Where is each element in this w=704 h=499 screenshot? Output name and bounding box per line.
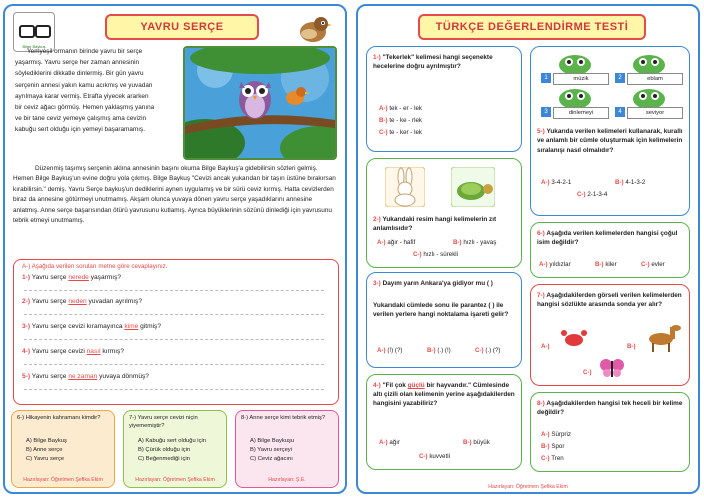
option: B) Yavru serçeyi bbox=[250, 447, 292, 453]
option: A) Bilge Baykuş bbox=[26, 438, 67, 444]
story-line: söylediklerini dikkatle dinlermiş. Bir gün yavru bbox=[15, 70, 144, 78]
option-b: B-) kiler bbox=[595, 261, 617, 268]
option-a: A-) tek - er - lek bbox=[379, 105, 422, 112]
owl-icon bbox=[541, 53, 609, 75]
option-b: B-) bbox=[627, 343, 636, 350]
story-paragraph-1 bbox=[15, 46, 181, 136]
question-3-box: 3-) Dayım yarın Ankara'ya gidiyor mu ( ) Yukarıdaki cümlede sonu ile parantez ( ) ile verilen yerlere hangi noktalama işareti gelir? A-) (!) (?) B-) (.) (!) C-) (.) (?) bbox=[366, 272, 522, 368]
question-3: 3-) Yavru serçe cevizi kıramayınca kime gitmiş? bbox=[22, 323, 162, 330]
word-chip: müzik bbox=[553, 73, 609, 85]
answer-line bbox=[24, 290, 324, 291]
credit-footer: Hazırlayan: Öğretmen Şefika Ekim bbox=[488, 484, 568, 490]
option-b: B-) te - ke - rlek bbox=[379, 117, 422, 124]
sparrow-icon bbox=[293, 12, 333, 46]
question-1: 1-) Yavru serçe nerede yaşarmış? bbox=[22, 274, 122, 281]
question-3-body: Yukarıdaki cümlede sonu ile parantez ( ) ile verilen yerlere hangi noktalama işareti gelir? bbox=[373, 302, 509, 319]
story-line: serçenin annesi yakın kamu acıkmış ve yuvadan bbox=[15, 81, 153, 89]
story-line: bir ceviz ağacı görmüş. Hemen yaklaşmış yanına bbox=[15, 104, 155, 112]
option-a: A-) bbox=[541, 343, 550, 350]
credit: Hazırlayan: Ş.E. bbox=[268, 477, 306, 483]
question-1-box: 1-) "Tekerlek" kelimesi hangi seçenekte hecelerine doğru ayrılmıştır? A-) tek - er - lek B-) te - ke - rlek C-) te - ker - lek bbox=[366, 46, 522, 152]
option: A) Bilge Baykuşu bbox=[250, 438, 295, 444]
butterfly-icon bbox=[599, 357, 625, 379]
word-chip: eblam bbox=[627, 73, 683, 85]
question-4-box: 4-) "Fil çok güçlü bir hayvandır." Cümlesinde altı çizili olan kelimenin yerine aşağıdakilerden hangisini yazabiliriz? A-) ağır B-) büyük C-) kuvvetli bbox=[366, 374, 522, 470]
horse-icon bbox=[643, 323, 683, 353]
story-line: yaşarmış. Yavru serçe her zaman annesinin bbox=[15, 59, 140, 67]
right-page bbox=[356, 4, 700, 494]
glasses-icon bbox=[35, 25, 51, 38]
option-a: A-) yıldızlar bbox=[539, 261, 571, 268]
option-b: B-) hızlı - yavaş bbox=[453, 239, 497, 246]
question-5-text: 5-) Yukarıda verilen kelimeleri kullanarak, kurallı ve anlamlı bir cümle oluşturmak için kelimelerin sıralanışı nasıl olmalıdır? bbox=[537, 128, 683, 154]
story-line: kabuğu sert olduğu için yemeyi başaramamış. bbox=[15, 126, 146, 134]
option-c: C-) 2-1-3-4 bbox=[577, 191, 608, 198]
mini-question-8: 8-) Anne serçe kimi tebrik etmiş? A) Bilge Baykuşu B) Yavru serçeyi C) Ceviz ağacını Hazırlayan: Ş.E. bbox=[235, 410, 339, 488]
option-b: B-) Spor bbox=[541, 443, 565, 450]
question-8-box: 8-) Aşağıdakilerden hangisi tek heceli bir kelime değildir? A-) Sürpriz B-) Spor C-) Tren bbox=[530, 392, 690, 472]
credit: Hazırlayan: Öğretmen Şefika Ekim bbox=[23, 477, 103, 483]
option-a: A-) ağır - hafif bbox=[377, 239, 416, 246]
story-line: ve bir tane ceviz yemeye çalışmış ama cevizin bbox=[15, 115, 147, 123]
option-c: C-) (.) (?) bbox=[475, 347, 501, 354]
option-c: C-) te - ker - lek bbox=[379, 129, 422, 136]
mini-question-7: 7-) Yavru serçe cevizi niçin yiyememiştir? A) Kabuğu sert olduğu için B) Çürük olduğu için C) Beğenmediği için Hazırlayan: Öğretmen Şefika Ekim bbox=[123, 410, 227, 488]
option-b: B-) 4-1-3-2 bbox=[615, 179, 646, 186]
page-title: YAVRU SERÇE bbox=[105, 14, 259, 40]
mini-question-6: 6-) Hikayenin kahramanı kimdir? A) Bilge Baykuş B) Anne serçe C) Yavru serçe Hazırlayan: Öğretmen Şefika Ekim bbox=[11, 410, 115, 488]
option-c: C-) Tren bbox=[541, 455, 564, 462]
logo-text: Bilge Baykuş bbox=[22, 44, 46, 49]
answer-line bbox=[24, 364, 324, 365]
option: C) Beğenmediği için bbox=[138, 456, 190, 462]
answer-line bbox=[24, 314, 324, 315]
option-c: C-) hızlı - sürekli bbox=[413, 251, 459, 258]
story-line: Yemyeşil ormanın birinde yavru bir serçe bbox=[27, 48, 143, 55]
question-6-box: 6-) Aşağıda verilen kelimelerden hangisi çoğul isim değildir? A-) yıldızlar B-) kiler C-) evler bbox=[530, 222, 690, 278]
answer-line bbox=[24, 339, 324, 340]
option-a: A-) 3-4-2-1 bbox=[541, 179, 572, 186]
test-title: TÜRKÇE DEĞERLENDİRME TESTİ bbox=[418, 14, 646, 40]
option: C) Yavru serçe bbox=[26, 456, 65, 462]
option: A) Kabuğu sert olduğu için bbox=[138, 438, 206, 444]
questions-header: A-) Aşağıda verilen soruları metne göre cevaplayınız. bbox=[22, 263, 168, 270]
question-5-box bbox=[530, 46, 690, 216]
question-4: 4-) Yavru serçe cevizi nasıl kırmış? bbox=[22, 348, 125, 355]
word-chip: seviyor bbox=[627, 107, 683, 119]
option: B) Anne serçe bbox=[26, 447, 63, 453]
word-chip: dinlemeyi bbox=[553, 107, 609, 119]
option-c: C-) kuvvetli bbox=[419, 453, 450, 460]
option-a: A-) ağır bbox=[379, 439, 400, 446]
story-line: ayrılmaya karar vermiş. Etrafta yiyecek ararken bbox=[15, 92, 149, 100]
owl-icon bbox=[541, 87, 609, 109]
answer-line bbox=[24, 389, 324, 390]
turtle-icon bbox=[451, 167, 495, 207]
option-a: A-) Sürpriz bbox=[541, 431, 571, 438]
crab-icon bbox=[559, 327, 589, 349]
chip-number: 1 bbox=[541, 73, 551, 83]
credit: Hazırlayan: Öğretmen Şefika Ekim bbox=[135, 477, 215, 483]
owl-icon bbox=[615, 53, 683, 75]
question-5: 5-) Yavru serçe ne zaman yuvaya dönmüş? bbox=[22, 373, 149, 380]
chip-number: 2 bbox=[615, 73, 625, 83]
question-2-box: 2-) Yukarıdaki resim hangi kelimelerin zıt anlamlısıdır? A-) ağır - hafif B-) hızlı - yavaş C-) hızlı - sürekli bbox=[366, 158, 522, 268]
option: B) Çürük olduğu için bbox=[138, 447, 191, 453]
question-2: 2-) Yavru serçe neden yuvadan ayrılmış? bbox=[22, 298, 142, 305]
option-b: B-) büyük bbox=[463, 439, 490, 446]
main-questions-box bbox=[13, 259, 339, 405]
option-c: C-) bbox=[583, 369, 592, 376]
chip-number: 4 bbox=[615, 107, 625, 117]
owl-icon bbox=[615, 87, 683, 109]
option: C) Ceviz ağacını bbox=[250, 456, 293, 462]
option-b: B-) (.) (!) bbox=[427, 347, 451, 354]
option-a: A-) (!) (?) bbox=[377, 347, 403, 354]
rabbit-icon bbox=[385, 167, 425, 207]
owl-icon bbox=[239, 81, 271, 119]
option-c: C-) evler bbox=[641, 261, 665, 268]
question-7-box: 7-) Aşağıdakilerden görseli verilen kelimelerden hangisi sözlükte arasında sonda yer alır? A-) B-) C-) bbox=[530, 284, 690, 386]
story-illustration bbox=[183, 46, 337, 160]
story-paragraph-2: Düzenmiş taşımış serçenin aklına annesinin başını okuma Bilge Baykuş'a gidebilirsin sözleri gelmiş. Hemen Bilge Baykuş'un evine doğru yola çıkmış. Bilge Baykuş "Cevizi ancak yukarıdan bir taşın üstüne bırakırsan kırabilirsin." demiş. Yavru Serçe baykuş'un dediklerini aynen uygulamış ve bir sürü ceviz kırmış. Hatta cevizlerden biraz da annesine götürmeyi unutmamış. Akşam olunca yuvaya dönen yavru serçe yaşadıklarını annesine anlatmış. Anne serçe başarısından ötürü yavrusunu kutlamış. Ayrıca büyüklerinin sözünü dinlediği için yavrusunu tebrik etmeyi unutmamış. bbox=[13, 165, 336, 225]
glasses-icon bbox=[19, 25, 35, 38]
chip-number: 3 bbox=[541, 107, 551, 117]
left-page bbox=[3, 4, 347, 494]
